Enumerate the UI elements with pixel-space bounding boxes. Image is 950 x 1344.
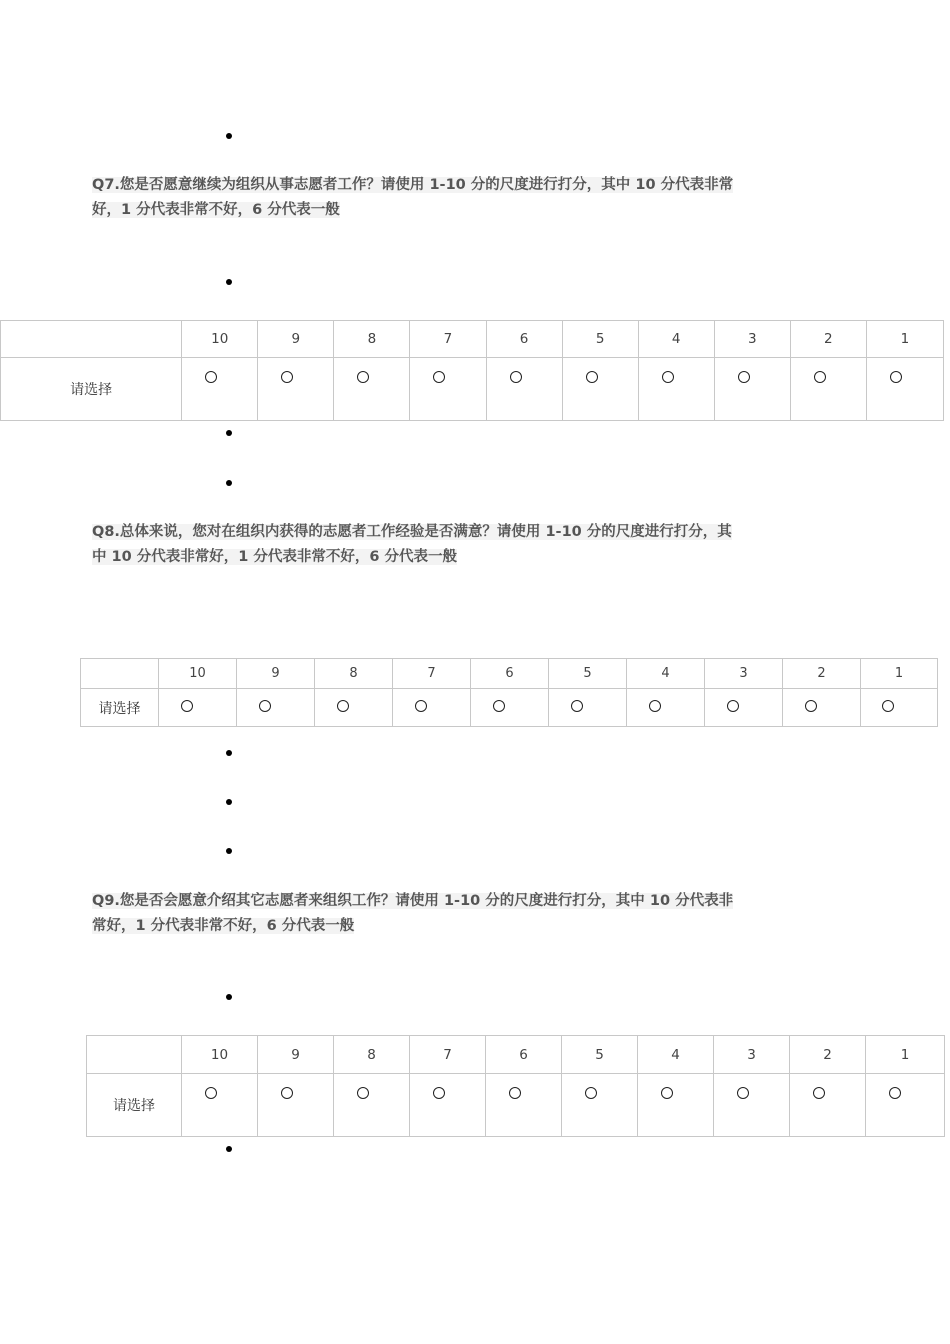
radio-q8-9[interactable] (259, 700, 271, 712)
scale-header-4: 4 (638, 321, 714, 358)
radio-q8-7[interactable] (415, 700, 427, 712)
header-empty-cell (87, 1036, 182, 1074)
scale-header-2: 2 (783, 659, 861, 689)
bullet (226, 750, 232, 756)
row-label: 请选择 (87, 1074, 182, 1137)
bullet (226, 799, 232, 805)
question-q7-text: Q7.您是否愿意继续为组织从事志愿者工作？请使用 1-10 分的尺度进行打分，其中 10 分代表非常好，1 分代表非常不好，6 分代表一般 (92, 177, 734, 218)
scale-header-8: 8 (334, 321, 410, 358)
radio-q7-10[interactable] (205, 371, 217, 383)
radio-q7-6[interactable] (510, 371, 522, 383)
scale-header-2: 2 (790, 1036, 866, 1074)
scale-header-10: 10 (159, 659, 237, 689)
radio-q8-1[interactable] (882, 700, 894, 712)
radio-q8-6[interactable] (493, 700, 505, 712)
bullet (226, 430, 232, 436)
radio-q7-9[interactable] (281, 371, 293, 383)
bullet (226, 279, 232, 285)
row-label: 请选择 (1, 358, 182, 421)
scale-header-3: 3 (705, 659, 783, 689)
scale-header-5: 5 (562, 1036, 638, 1074)
rating-table-q7 (0, 320, 944, 421)
scale-header-9: 9 (258, 321, 334, 358)
radio-q8-8[interactable] (337, 700, 349, 712)
radio-q9-4[interactable] (661, 1087, 673, 1099)
radio-q7-2[interactable] (814, 371, 826, 383)
bullet (226, 133, 232, 139)
scale-header-6: 6 (471, 659, 549, 689)
scale-header-1: 1 (866, 321, 943, 358)
radio-q9-7[interactable] (433, 1087, 445, 1099)
radio-q9-1[interactable] (889, 1087, 901, 1099)
bullet (226, 1146, 232, 1152)
header-empty-cell (81, 659, 159, 689)
radio-q9-10[interactable] (205, 1087, 217, 1099)
scale-header-8: 8 (334, 1036, 410, 1074)
radio-q7-7[interactable] (433, 371, 445, 383)
radio-q8-10[interactable] (181, 700, 193, 712)
scale-header-3: 3 (714, 1036, 790, 1074)
scale-header-9: 9 (258, 1036, 334, 1074)
scale-header-10: 10 (182, 321, 258, 358)
scale-header-8: 8 (315, 659, 393, 689)
question-q9 (92, 889, 737, 939)
radio-q9-2[interactable] (813, 1087, 825, 1099)
radio-q9-9[interactable] (281, 1087, 293, 1099)
scale-header-7: 7 (410, 1036, 486, 1074)
scale-header-7: 7 (393, 659, 471, 689)
radio-q7-8[interactable] (357, 371, 369, 383)
radio-q8-3[interactable] (727, 700, 739, 712)
rating-table-q8 (80, 658, 938, 727)
scale-header-5: 5 (549, 659, 627, 689)
scale-header-6: 6 (486, 1036, 562, 1074)
scale-header-4: 4 (627, 659, 705, 689)
scale-header-3: 3 (714, 321, 790, 358)
scale-header-4: 4 (638, 1036, 714, 1074)
header-empty-cell (1, 321, 182, 358)
scale-header-1: 1 (861, 659, 938, 689)
radio-q9-5[interactable] (585, 1087, 597, 1099)
scale-header-10: 10 (182, 1036, 258, 1074)
scale-header-2: 2 (790, 321, 866, 358)
rating-table-q9 (86, 1035, 945, 1137)
bullet (226, 848, 232, 854)
radio-q8-2[interactable] (805, 700, 817, 712)
radio-q7-3[interactable] (738, 371, 750, 383)
radio-q8-4[interactable] (649, 700, 661, 712)
radio-q7-5[interactable] (586, 371, 598, 383)
scale-header-9: 9 (237, 659, 315, 689)
bullet (226, 994, 232, 1000)
row-label: 请选择 (81, 689, 159, 727)
scale-header-5: 5 (562, 321, 638, 358)
scale-header-1: 1 (866, 1036, 945, 1074)
question-q9-text: Q9.您是否会愿意介绍其它志愿者来组织工作？请使用 1-10 分的尺度进行打分，其中 10 分代表非常好，1 分代表非常不好，6 分代表一般 (92, 893, 734, 934)
radio-q9-6[interactable] (509, 1087, 521, 1099)
question-q8 (92, 520, 737, 570)
radio-q7-1[interactable] (890, 371, 902, 383)
scale-header-6: 6 (486, 321, 562, 358)
radio-q9-8[interactable] (357, 1087, 369, 1099)
radio-q8-5[interactable] (571, 700, 583, 712)
question-q7 (92, 173, 737, 223)
bullet (226, 480, 232, 486)
scale-header-7: 7 (410, 321, 486, 358)
radio-q9-3[interactable] (737, 1087, 749, 1099)
question-q8-text: Q8.总体来说，您对在组织内获得的志愿者工作经验是否满意？请使用 1-10 分的尺度进行打分，其中 10 分代表非常好，1 分代表非常不好，6 分代表一般 (92, 524, 732, 565)
radio-q7-4[interactable] (662, 371, 674, 383)
